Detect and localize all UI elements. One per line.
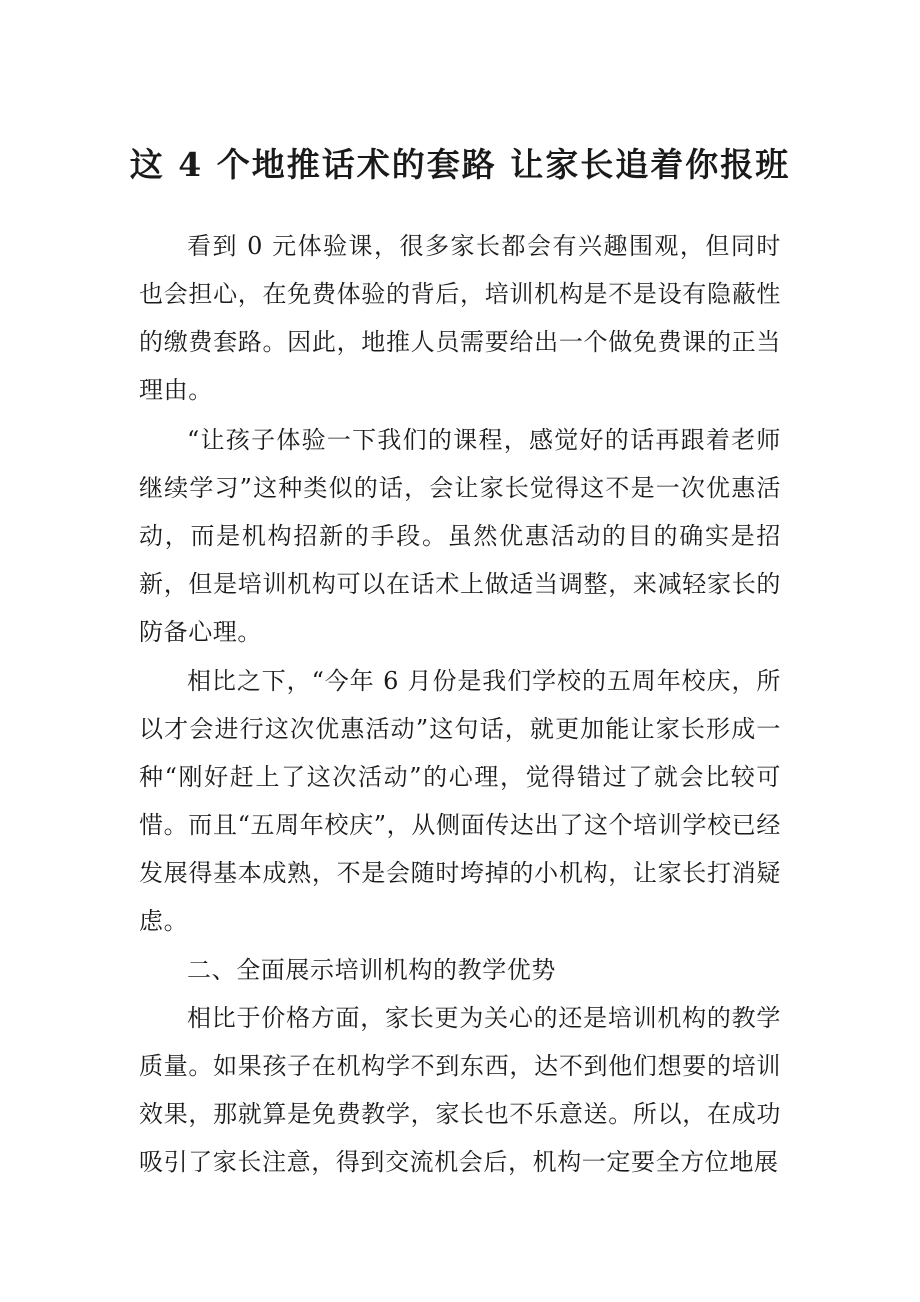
paragraph-free-trial-concern: 看到 0 元体验课，很多家长都会有兴趣围观，但同时也会担心，在免费体验的背后，培训机构是不是设有隐蔽性的缴费套路。因此，地推人员需要给出一个做免费课的正当理由。 <box>139 232 781 404</box>
paragraph-teaching-quality: 相比于价格方面，家长更为关心的还是培训机构的教学质量。如果孩子在机构学不到东西，达不到他们想要的培训效果，那就算是免费教学，家长也不乐意送。所以，在成功吸引了家长注意，得到交流机会后，机构一定要全方位地展 <box>139 1004 781 1176</box>
paragraph-trial-wording: “让孩子体验一下我们的课程，感觉好的话再跟着老师继续学习”这种类似的话，会让家长觉得这不是一次优惠活动，而是机构招新的手段。虽然优惠活动的目的确实是招新，但是培训机构可以在话术上做适当调整，来减轻家长的防备心理。 <box>139 426 781 646</box>
section-heading-teaching-advantages: 二、全面展示培训机构的教学优势 <box>187 956 556 984</box>
paragraph-anniversary-reason: 相比之下，“今年 6 月份是我们学校的五周年校庆，所以才会进行这次优惠活动”这句话，就更加能让家长形成一种“刚好赶上了这次活动”的心理，觉得错过了就会比较可惜。而且“五周年校庆”，从侧面传达出了这个培训学校已经发展得基本成熟，不是会随时垮掉的小机构，让家长打消疑虑。 <box>139 667 781 935</box>
document-title: 这 4 个地推话术的套路 让家长追着你报班 <box>129 145 791 184</box>
